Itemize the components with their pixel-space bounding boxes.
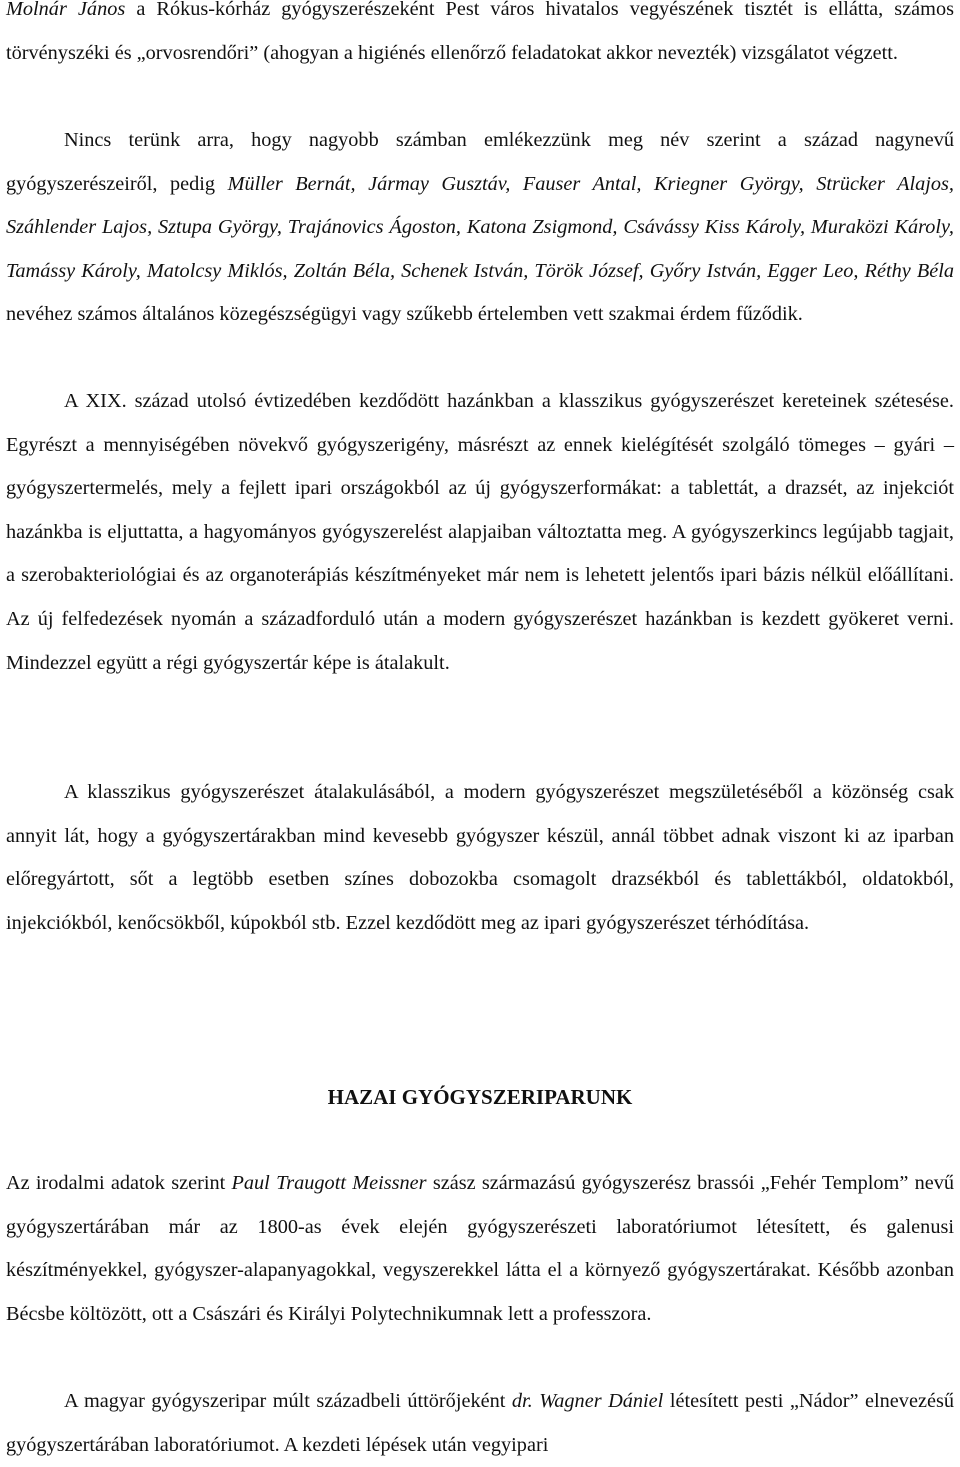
text-run: Az irodalmi adatok szerint: [6, 1172, 232, 1194]
paragraph-1: [6, 0, 954, 75]
italic-name-run: dr. Wagner Dániel: [511, 1390, 664, 1412]
paragraph-5: [6, 1162, 954, 1336]
paragraph-2: [6, 119, 954, 337]
paragraph-6: [6, 1380, 954, 1467]
italic-name-run: Müller Bernát, Jármay Gusztáv, Fauser Antal, Kriegner György, Strücker Alajos, Száhlender Lajos, Sztupa György, Trajánovics Ágoston, Katona Zsigmond, Csávássy Kiss Károly, Muraközi Károly, Tamássy Károly, Matolcsy Miklós, Zoltán Béla, Schenek István, Török József, Győry István, Egger Leo, Réthy Béla: [6, 172, 955, 282]
text-run: a Rókus-kórház gyógyszerészeként Pest város hivatalos vegyészének tisztét is ellátta, számos törvényszéki és „orvosrendőri” (ahogyan a higiénés ellenőrző feladatokat akkor nevezték) vizsgálatot végzett.: [6, 0, 954, 64]
paragraph-4: [6, 771, 954, 945]
text-run: létesített pesti „Nádor” elnevezésű gyógyszertárában laboratóriumot. A kezdeti lépések után vegyipari: [6, 1390, 954, 1456]
text-run: A klasszikus gyógyszerészet átalakulásából, a modern gyógyszerészet megszületéséből a közönség csak annyit lát, hogy a gyógyszertárakban mind kevesebb gyógyszer készül, annál többet adnak viszont ki az iparban előregyártott, sőt a legtöbb esetben színes dobozokba csomagolt drazsékból és tablettákból, oldatokból, injekciókból, kenőcsökből, kúpokból stb. Ezzel kezdődött meg az ipari gyógyszerészet térhódítása.: [6, 781, 954, 934]
text-run: Nincs terünk arra, hogy nagyobb számban emlékezzünk meg név szerint a század nagynevű gyógyszerészeiről, pedig: [6, 129, 954, 195]
section-heading: HAZAI GYÓGYSZERIPARUNK: [327, 1085, 633, 1109]
text-run: szász származású gyógyszerész brassói „Fehér Templom” nevű gyógyszertárában már az 1800-as évek elején gyógyszerészeti laboratóriumot létesített, és galenusi készítményekkel, gyógyszer-alapanyagokkal, vegyszerekkel látta el a környező gyógyszertárakat. Később azonban Bécsbe költözött, ott a Császári és Királyi Polytechnikumnak lett a professzora.: [6, 1172, 954, 1325]
italic-name-run: Paul Traugott Meissner: [231, 1172, 427, 1194]
italic-name-run: Molnár János: [6, 0, 126, 20]
paragraph-3: [6, 380, 954, 685]
text-run: A XIX. század utolsó évtizedében kezdődött hazánkban a klasszikus gyógyszerészet kereteinek szétesése. Egyrészt a mennyiségében növekvő gyógyszerigény, másrészt az ennek kielégítését szolgáló tömeges – gyári – gyógyszertermelés, mely a fejlett ipari országokból az új gyógyszerformákat: a tablettát, a drazsét, az injekciót hazánkba is eljuttatta, a hagyományos gyógyszerelést alapjaiban változtatta meg. A gyógyszerkincs legújabb tagjait, a szerobakteriológiai és az organoterápiás készítményeket már nem is lehetett jelentős ipari bázis nélkül előállítani. Az új felfedezések nyomán a századforduló után a modern gyógyszerészet hazánkban is kezdett gyökeret verni. Mindezzel együtt a régi gyógyszertár képe is átalakult.: [6, 390, 954, 674]
text-run: A magyar gyógyszeripar múlt századbeli úttörőjeként: [64, 1390, 512, 1412]
text-run: nevéhez számos általános közegészségügyi vagy szűkebb értelemben vett szakmai érdem fűződik.: [6, 303, 803, 326]
